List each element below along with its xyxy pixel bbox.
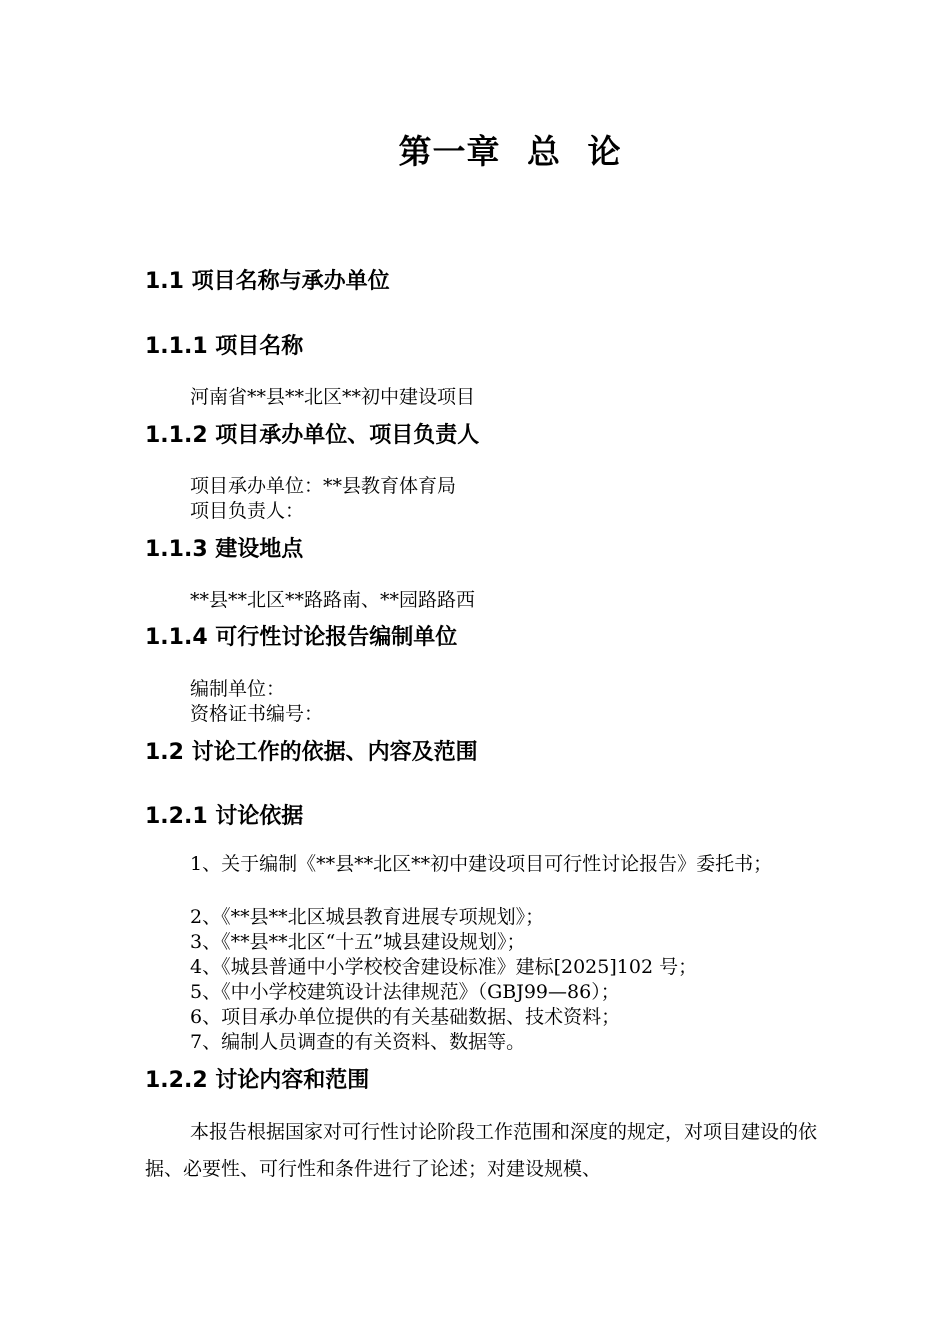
basis-item-4: 4、《城县普通中小学校校舍建设标准》建标[2025]102 号； [190, 956, 698, 978]
certificate-text: 资格证书编号： [190, 703, 324, 725]
section-heading-1-2-1: 1.2.1 讨论依据 [145, 804, 304, 829]
basis-item-3: 3、《**县**北区“十五”城县建设规划》； [190, 931, 526, 953]
project-person-text: 项目负责人： [190, 500, 305, 522]
basis-item-5: 5、《中小学校建筑设计法律规范》（GBJ99—86）； [190, 981, 620, 1003]
section-heading-1-1-4: 1.1.4 可行性讨论报告编制单位 [145, 625, 458, 650]
section-heading-1-1: 1.1 项目名称与承办单位 [145, 269, 390, 294]
basis-item-1: 1、关于编制《**县**北区**初中建设项目可行性讨论报告》委托书； [190, 853, 773, 875]
section-heading-1-1-3: 1.1.3 建设地点 [145, 537, 304, 562]
chapter-title: 第一章 总 论 [398, 132, 622, 171]
basis-item-6: 6、项目承办单位提供的有关基础数据、技术资料； [190, 1006, 621, 1028]
basis-item-7: 7、编制人员调查的有关资料、数据等。 [190, 1031, 526, 1053]
compiler-unit-text: 编制单位： [190, 678, 286, 700]
project-name-text: 河南省**县**北区**初中建设项目 [190, 386, 476, 408]
section-heading-1-2-2: 1.2.2 讨论内容和范围 [145, 1068, 370, 1093]
section-heading-1-2: 1.2 讨论工作的依据、内容及范围 [145, 740, 478, 765]
project-unit-text: 项目承办单位：**县教育体育局 [190, 475, 457, 497]
basis-item-2: 2、《**县**北区城县教育进展专项规划》； [190, 906, 545, 928]
location-text: **县**北区**路路南、**园路路西 [190, 589, 476, 611]
section-heading-1-1-1: 1.1.1 项目名称 [145, 334, 304, 359]
section-heading-1-1-2: 1.1.2 项目承办单位、项目负责人 [145, 423, 480, 448]
scope-paragraph: 本报告根据国家对可行性讨论阶段工作范围和深度的规定，对项目建设的依据、必要性、可行性和条件进行了论述；对建设规模、 [145, 1121, 818, 1180]
